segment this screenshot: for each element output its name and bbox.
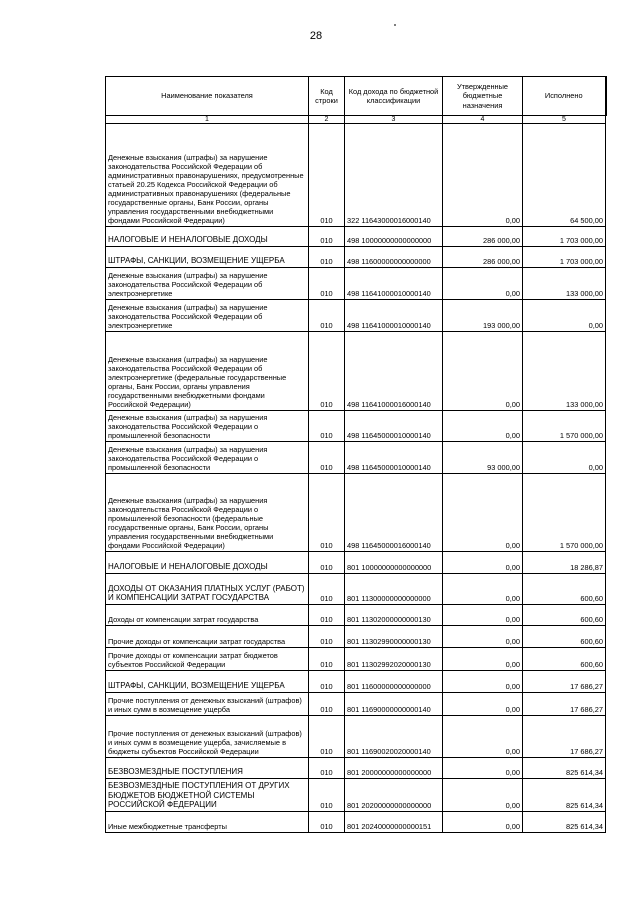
row-code: 010 xyxy=(309,474,345,552)
row-executed: 1 570 000,00 xyxy=(523,411,606,442)
table-row xyxy=(106,442,606,474)
row-executed: 600,60 xyxy=(523,648,606,671)
row-approved: 0,00 xyxy=(443,574,523,605)
row-kbk: 498 11641000010000140 xyxy=(345,268,443,300)
row-code: 010 xyxy=(309,605,345,626)
row-executed: 133 000,00 xyxy=(523,268,606,300)
row-name: Прочие поступления от денежных взысканий (штрафов) и иных сумм в возмещение ущерба, зачисляемые в бюджеты субъектов Российской Федерации xyxy=(106,716,309,758)
row-kbk: 498 11641000016000140 xyxy=(345,332,443,411)
row-code: 010 xyxy=(309,247,345,268)
row-executed: 1 570 000,00 xyxy=(523,474,606,552)
table-row xyxy=(106,574,606,605)
row-name: НАЛОГОВЫЕ И НЕНАЛОГОВЫЕ ДОХОДЫ xyxy=(106,552,309,574)
table-row xyxy=(106,474,606,552)
row-executed: 64 500,00 xyxy=(523,124,606,227)
row-kbk: 801 20200000000000000 xyxy=(345,779,443,812)
row-name: ШТРАФЫ, САНКЦИИ, ВОЗМЕЩЕНИЕ УЩЕРБА xyxy=(106,247,309,268)
column-number: 5 xyxy=(523,116,606,124)
row-name: Денежные взыскания (штрафы) за нарушение законодательства Российской Федерации об электроэнергетике xyxy=(106,268,309,300)
row-name: НАЛОГОВЫЕ И НЕНАЛОГОВЫЕ ДОХОДЫ xyxy=(106,227,309,247)
row-approved: 0,00 xyxy=(443,716,523,758)
row-kbk: 498 11641000010000140 xyxy=(345,300,443,332)
row-executed: 600,60 xyxy=(523,574,606,605)
column-number: 1 xyxy=(106,116,309,124)
row-approved: 193 000,00 xyxy=(443,300,523,332)
row-name: Прочие доходы от компенсации затрат государства xyxy=(106,626,309,648)
header-executed: Исполнено xyxy=(523,77,606,116)
row-approved: 0,00 xyxy=(443,779,523,812)
header-name: Наименование показателя xyxy=(106,77,309,116)
row-name: ШТРАФЫ, САНКЦИИ, ВОЗМЕЩЕНИЕ УЩЕРБА xyxy=(106,671,309,693)
row-kbk: 801 20000000000000000 xyxy=(345,758,443,779)
row-executed: 0,00 xyxy=(523,442,606,474)
row-code: 010 xyxy=(309,812,345,833)
row-kbk: 498 11645000010000140 xyxy=(345,442,443,474)
table-row xyxy=(106,247,606,268)
row-approved: 286 000,00 xyxy=(443,227,523,247)
row-code: 010 xyxy=(309,693,345,716)
row-code: 010 xyxy=(309,227,345,247)
row-name: Денежные взыскания (штрафы) за нарушения законодательства Российской Федерации о промышленной безопасности xyxy=(106,411,309,442)
row-kbk: 801 11690020020000140 xyxy=(345,716,443,758)
column-number: 3 xyxy=(345,116,443,124)
row-approved: 0,00 xyxy=(443,332,523,411)
table-row xyxy=(106,124,606,227)
row-name: Денежные взыскания (штрафы) за нарушение законодательства Российской Федерации об административных правонарушениях, предусмотренные статьей 20.25 Кодекса Российской Федерации об административных правонарушениях (федеральные государственные органы, Банк России, органы управления государственными внебюджетными фондами Российской Федерации) xyxy=(106,124,309,227)
row-approved: 0,00 xyxy=(443,268,523,300)
row-kbk: 801 11600000000000000 xyxy=(345,671,443,693)
row-approved: 0,00 xyxy=(443,812,523,833)
row-approved: 0,00 xyxy=(443,626,523,648)
row-executed: 600,60 xyxy=(523,605,606,626)
header-approved: Утвержденные бюджетные назначения xyxy=(443,77,523,116)
row-executed: 825 614,34 xyxy=(523,758,606,779)
row-code: 010 xyxy=(309,300,345,332)
row-kbk: 498 11645000016000140 xyxy=(345,474,443,552)
row-executed: 1 703 000,00 xyxy=(523,247,606,268)
row-kbk: 801 11690000000000140 xyxy=(345,693,443,716)
row-name: БЕЗВОЗМЕЗДНЫЕ ПОСТУПЛЕНИЯ ОТ ДРУГИХ БЮДЖЕТОВ БЮДЖЕТНОЙ СИСТЕМЫ РОССИЙСКОЙ ФЕДЕРАЦИИ xyxy=(106,779,309,812)
row-kbk: 801 11302000000000130 xyxy=(345,605,443,626)
row-kbk: 801 20240000000000151 xyxy=(345,812,443,833)
row-executed: 825 614,34 xyxy=(523,779,606,812)
table-row xyxy=(106,411,606,442)
column-number: 4 xyxy=(443,116,523,124)
row-executed: 600,60 xyxy=(523,626,606,648)
row-name: Денежные взыскания (штрафы) за нарушение законодательства Российской Федерации об электроэнергетике xyxy=(106,300,309,332)
row-code: 010 xyxy=(309,758,345,779)
revenue-table xyxy=(105,76,607,833)
row-executed: 17 686,27 xyxy=(523,716,606,758)
table-row xyxy=(106,332,606,411)
table-row xyxy=(106,300,606,332)
row-name: Денежные взыскания (штрафы) за нарушение законодательства Российской Федерации об электроэнергетике (федеральные государственные органы, Банк России, органы управления государственными внебюджетными фондами Российской Федерации) xyxy=(106,332,309,411)
row-code: 010 xyxy=(309,552,345,574)
row-executed: 0,00 xyxy=(523,300,606,332)
row-code: 010 xyxy=(309,574,345,605)
row-code: 010 xyxy=(309,268,345,300)
row-code: 010 xyxy=(309,626,345,648)
row-kbk: 322 11643000016000140 xyxy=(345,124,443,227)
table-row xyxy=(106,693,606,716)
row-name: Прочие поступления от денежных взысканий (штрафов) и иных сумм в возмещение ущерба xyxy=(106,693,309,716)
row-code: 010 xyxy=(309,779,345,812)
row-name: БЕЗВОЗМЕЗДНЫЕ ПОСТУПЛЕНИЯ xyxy=(106,758,309,779)
row-code: 010 xyxy=(309,332,345,411)
row-code: 010 xyxy=(309,671,345,693)
row-approved: 0,00 xyxy=(443,671,523,693)
row-approved: 0,00 xyxy=(443,693,523,716)
table-row xyxy=(106,671,606,693)
row-code: 010 xyxy=(309,716,345,758)
table-row xyxy=(106,812,606,833)
row-approved: 0,00 xyxy=(443,758,523,779)
header-code: Код строки xyxy=(309,77,345,116)
table-row xyxy=(106,227,606,247)
row-kbk: 498 11600000000000000 xyxy=(345,247,443,268)
row-name: Доходы от компенсации затрат государства xyxy=(106,605,309,626)
row-approved: 93 000,00 xyxy=(443,442,523,474)
row-approved: 0,00 xyxy=(443,124,523,227)
row-executed: 1 703 000,00 xyxy=(523,227,606,247)
row-approved: 0,00 xyxy=(443,474,523,552)
header-row xyxy=(106,77,606,116)
row-approved: 0,00 xyxy=(443,605,523,626)
row-executed: 133 000,00 xyxy=(523,332,606,411)
table-row xyxy=(106,758,606,779)
row-name: Денежные взыскания (штрафы) за нарушения законодательства Российской Федерации о промышленной безопасности xyxy=(106,442,309,474)
table-row xyxy=(106,648,606,671)
row-kbk: 498 10000000000000000 xyxy=(345,227,443,247)
row-kbk: 801 11300000000000000 xyxy=(345,574,443,605)
header-kbk: Код дохода по бюджетной классификации xyxy=(345,77,443,116)
table-row xyxy=(106,779,606,812)
row-kbk: 801 11302992020000130 xyxy=(345,648,443,671)
table-row xyxy=(106,268,606,300)
row-code: 010 xyxy=(309,648,345,671)
row-approved: 0,00 xyxy=(443,552,523,574)
row-kbk: 801 10000000000000000 xyxy=(345,552,443,574)
row-executed: 18 286,87 xyxy=(523,552,606,574)
row-name: Иные межбюджетные трансферты xyxy=(106,812,309,833)
row-approved: 0,00 xyxy=(443,648,523,671)
row-executed: 825 614,34 xyxy=(523,812,606,833)
table-row xyxy=(106,605,606,626)
row-code: 010 xyxy=(309,442,345,474)
page-number: 28 xyxy=(309,30,323,42)
row-approved: 0,00 xyxy=(443,411,523,442)
column-number: 2 xyxy=(309,116,345,124)
column-number-row xyxy=(106,116,606,124)
row-name: Денежные взыскания (штрафы) за нарушения законодательства Российской Федерации о промышленной безопасности (федеральные государственные органы, Банк России, органы управления государственными внебюджетными фондами Российской Федерации) xyxy=(106,474,309,552)
row-name: Прочие доходы от компенсации затрат бюджетов субъектов Российской Федерации xyxy=(106,648,309,671)
row-executed: 17 686,27 xyxy=(523,693,606,716)
table-row xyxy=(106,716,606,758)
scan-speck xyxy=(394,24,396,26)
row-code: 010 xyxy=(309,411,345,442)
row-kbk: 801 11302990000000130 xyxy=(345,626,443,648)
row-approved: 286 000,00 xyxy=(443,247,523,268)
row-code: 010 xyxy=(309,124,345,227)
row-executed: 17 686,27 xyxy=(523,671,606,693)
row-kbk: 498 11645000010000140 xyxy=(345,411,443,442)
table-row xyxy=(106,552,606,574)
row-name: ДОХОДЫ ОТ ОКАЗАНИЯ ПЛАТНЫХ УСЛУГ (РАБОТ) И КОМПЕНСАЦИИ ЗАТРАТ ГОСУДАРСТВА xyxy=(106,574,309,605)
table-row xyxy=(106,626,606,648)
